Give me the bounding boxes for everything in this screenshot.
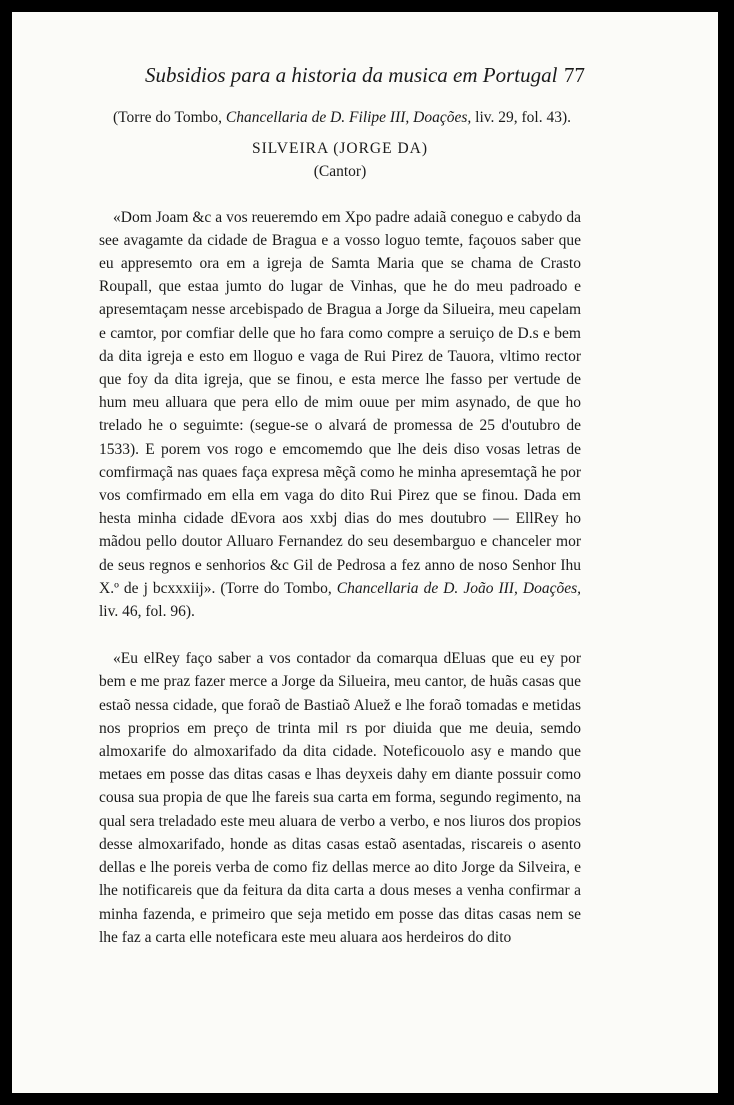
- archive-reference: [99, 106, 581, 129]
- document-page: [12, 12, 718, 1093]
- document1-text: «Dom Joam &c a vos reueremdo em Xpo padre adaiã coneguo e cabydo da see avagamte da cidade de Bragua e a vosso loguo temte, façouos saber que eu appresemto ora em a igreja de Samta Maria que se chama de Crasto Roupall, que estaa jumto do lugar de Vinhas, que he do meu padroado e apresemtaçam nesse arcebispado de Bragua a Jorge da Silueira, meu capelam e camtor, por comfiar delle que ho fara como compre a seruiço de D.s e bem da dita igreja e esto em lloguo e vaga de Rui Pirez de Tauora, vltimo rector que foy da dita igreja, que se finou, e esta merce lhe fasso per vertude de hum meu alluara que pera ello de mim ouue per mim asynado, de que ho trelado he o seguimte: (segue-se o alvará de promessa de 25 d'outubro de 1533). E porem vos rogo e emcomemdo que lhe deis diso vosas letras de comfirmaçã nas quaes faça expresa mẽçã como he minha apresemtaçã he por vos comfirmado em ella em vaga do dito Rui Pirez que se finou. Dada em hesta minha cidade dEvora aos xxbj dias do mes doutubro — EllRey ho mãdou pello doutor Alluaro Fernandez do seu desembarguo e chanceler mor de seus regnos e senhorios &c Gil de Pedrosa a fez anno de noso Senhor Ihu X.º de j bcxxxiij». (Torre do Tombo,: [99, 208, 581, 597]
- document-paragraph-2: «Eu elRey faço saber a vos contador da comarqua dEluas que eu ey por bem e me praz fazer merce a Jorge da Silueira, meu cantor, de huãs casas que estaõ nessa cidade, que foraõ de Bastiaõ Aluež e lhe foraõ tomadas e metidas nos proprios em preço de trinta mil rs por diuida que me deuia, semdo almoxarife do almoxarifado da dita cidade. Noteficouolo asy e mando que metaes em posse das ditas casas e lhas deyxeis dahy em diante possuir como cousa sua propia de que lhe fareis sua carta em forma, segundo regimento, na qual sera treladado este meu aluara de verbo a verbo, e nos liuros dos propios desse almoxarifado, honde as ditas casas estaõ asentadas, riscareis o asento dellas e lhe poreis verba de como fiz dellas merce ao dito Jorge da Silveira, e lhe notificareis que da feitura da dita carta a dous meses a venha confirmar a minha fazenda, e primeiro que seja metido em posse das ditas casas nem se lhe faz a carta elle noteficara este meu aluara aos herdeiros do dito: [99, 650, 581, 946]
- section-role: (Cantor): [313, 163, 367, 181]
- section-name-extra: (JORGE DA): [333, 140, 428, 158]
- reference-prefix: (Torre do Tombo,: [113, 109, 226, 126]
- page-body: [99, 106, 581, 949]
- document1-rest: liv. 46, fol. 96).: [99, 603, 195, 621]
- reference-source: Chancellaria de D. Filipe III, Doações,: [225, 109, 472, 126]
- section-name: SILVEIRA: [251, 140, 329, 158]
- running-title: Subsidios para a historia da musica em Portugal: [145, 63, 558, 87]
- page-number: 77: [564, 63, 585, 87]
- section-heading: [99, 137, 581, 160]
- document1-source: Chancellaria de D. João III, Doações,: [336, 579, 581, 597]
- document-paragraph-1: [99, 206, 581, 624]
- reference-rest: liv. 29, fol. 43).: [471, 109, 572, 126]
